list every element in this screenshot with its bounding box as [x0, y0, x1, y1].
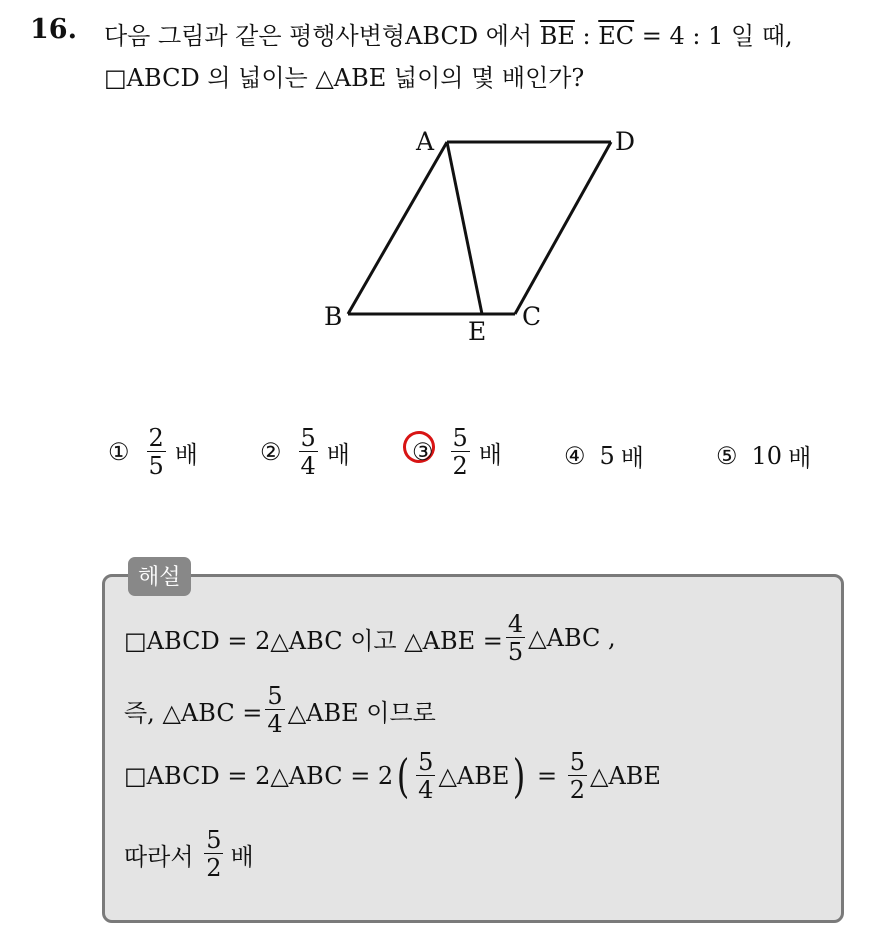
- solution-line-1: [124, 612, 616, 664]
- solution-line-4: [124, 828, 254, 880]
- vertex-label-b: B: [324, 302, 343, 331]
- choice-value: 10: [751, 441, 783, 470]
- solution-line-2: [124, 684, 436, 736]
- question-number: 16.: [30, 14, 77, 45]
- edge-cd: [515, 142, 611, 314]
- question-text-suffix: = 4 : 1 일 때,: [634, 22, 793, 50]
- solution-text: △ABC ,: [528, 624, 616, 652]
- choice-fraction: $\frac{5}{2}$: [452, 424, 468, 480]
- question-line-1: [104, 16, 793, 51]
- segment-ec: $\overline{EC}$: [598, 22, 635, 50]
- choice-4[interactable]: [564, 438, 644, 473]
- solution-text: 배: [230, 842, 254, 871]
- choice-mark: ①: [108, 438, 130, 466]
- solution-text: 즉, △ABC =: [124, 698, 263, 727]
- segment-be: $\overline{BE}$: [539, 22, 575, 50]
- segment-ae: [447, 142, 482, 314]
- choice-mark: ③: [412, 438, 434, 466]
- ratio-colon: :: [574, 22, 599, 50]
- solution-fraction: $\frac{5}{2}$: [569, 748, 585, 804]
- vertex-label-a: A: [416, 127, 435, 156]
- solution-text: △ABE 이므로: [287, 698, 436, 727]
- choice-5[interactable]: [716, 438, 811, 473]
- choice-unit: 배: [788, 444, 812, 472]
- choice-unit: 배: [174, 440, 198, 469]
- choice-mark: ⑤: [716, 441, 738, 470]
- solution-fraction: $\frac{5}{4}$: [267, 682, 283, 738]
- solution-text: △ABE: [590, 762, 661, 790]
- solution-text: =: [529, 762, 565, 790]
- vertex-label-c: C: [522, 302, 542, 331]
- choice-unit: 배: [620, 444, 644, 472]
- solution-text: 따라서: [124, 842, 202, 871]
- solution-tag: 해설: [128, 557, 191, 596]
- question-text-prefix: 다음 그림과 같은 평행사변형ABCD 에서: [104, 22, 540, 50]
- edge-ab: [348, 142, 447, 314]
- choice-3[interactable]: [412, 426, 502, 478]
- open-paren: (: [396, 749, 410, 803]
- solution-fraction: $\frac{5}{2}$: [206, 826, 222, 882]
- question-line-2: □ABCD 의 넓이는 △ABE 넓이의 몇 배인가?: [104, 64, 585, 92]
- choice-unit: 배: [478, 440, 502, 469]
- choice-fraction: $\frac{2}{5}$: [148, 424, 164, 480]
- solution-fraction: $\frac{5}{4}$: [418, 748, 434, 804]
- parallelogram-figure: [300, 118, 660, 358]
- choice-fraction: $\frac{5}{4}$: [300, 424, 316, 480]
- solution-text: △ABE: [438, 762, 510, 790]
- point-label-e: E: [468, 317, 487, 346]
- vertex-label-d: D: [615, 127, 636, 156]
- solution-text: □ABCD = 2△ABC 이고 △ABE =: [124, 626, 503, 655]
- solution-fraction: $\frac{4}{5}$: [507, 610, 524, 666]
- solution-line-3: [124, 750, 661, 802]
- choice-unit: 배: [326, 440, 350, 469]
- solution-text: □ABCD = 2△ABC = 2: [124, 762, 394, 790]
- choice-value: 5: [599, 441, 615, 470]
- choice-2[interactable]: [260, 426, 350, 478]
- choice-mark: ④: [564, 441, 586, 470]
- choice-mark: ②: [260, 438, 282, 466]
- close-paren: ): [513, 749, 526, 803]
- choice-1[interactable]: [108, 426, 198, 478]
